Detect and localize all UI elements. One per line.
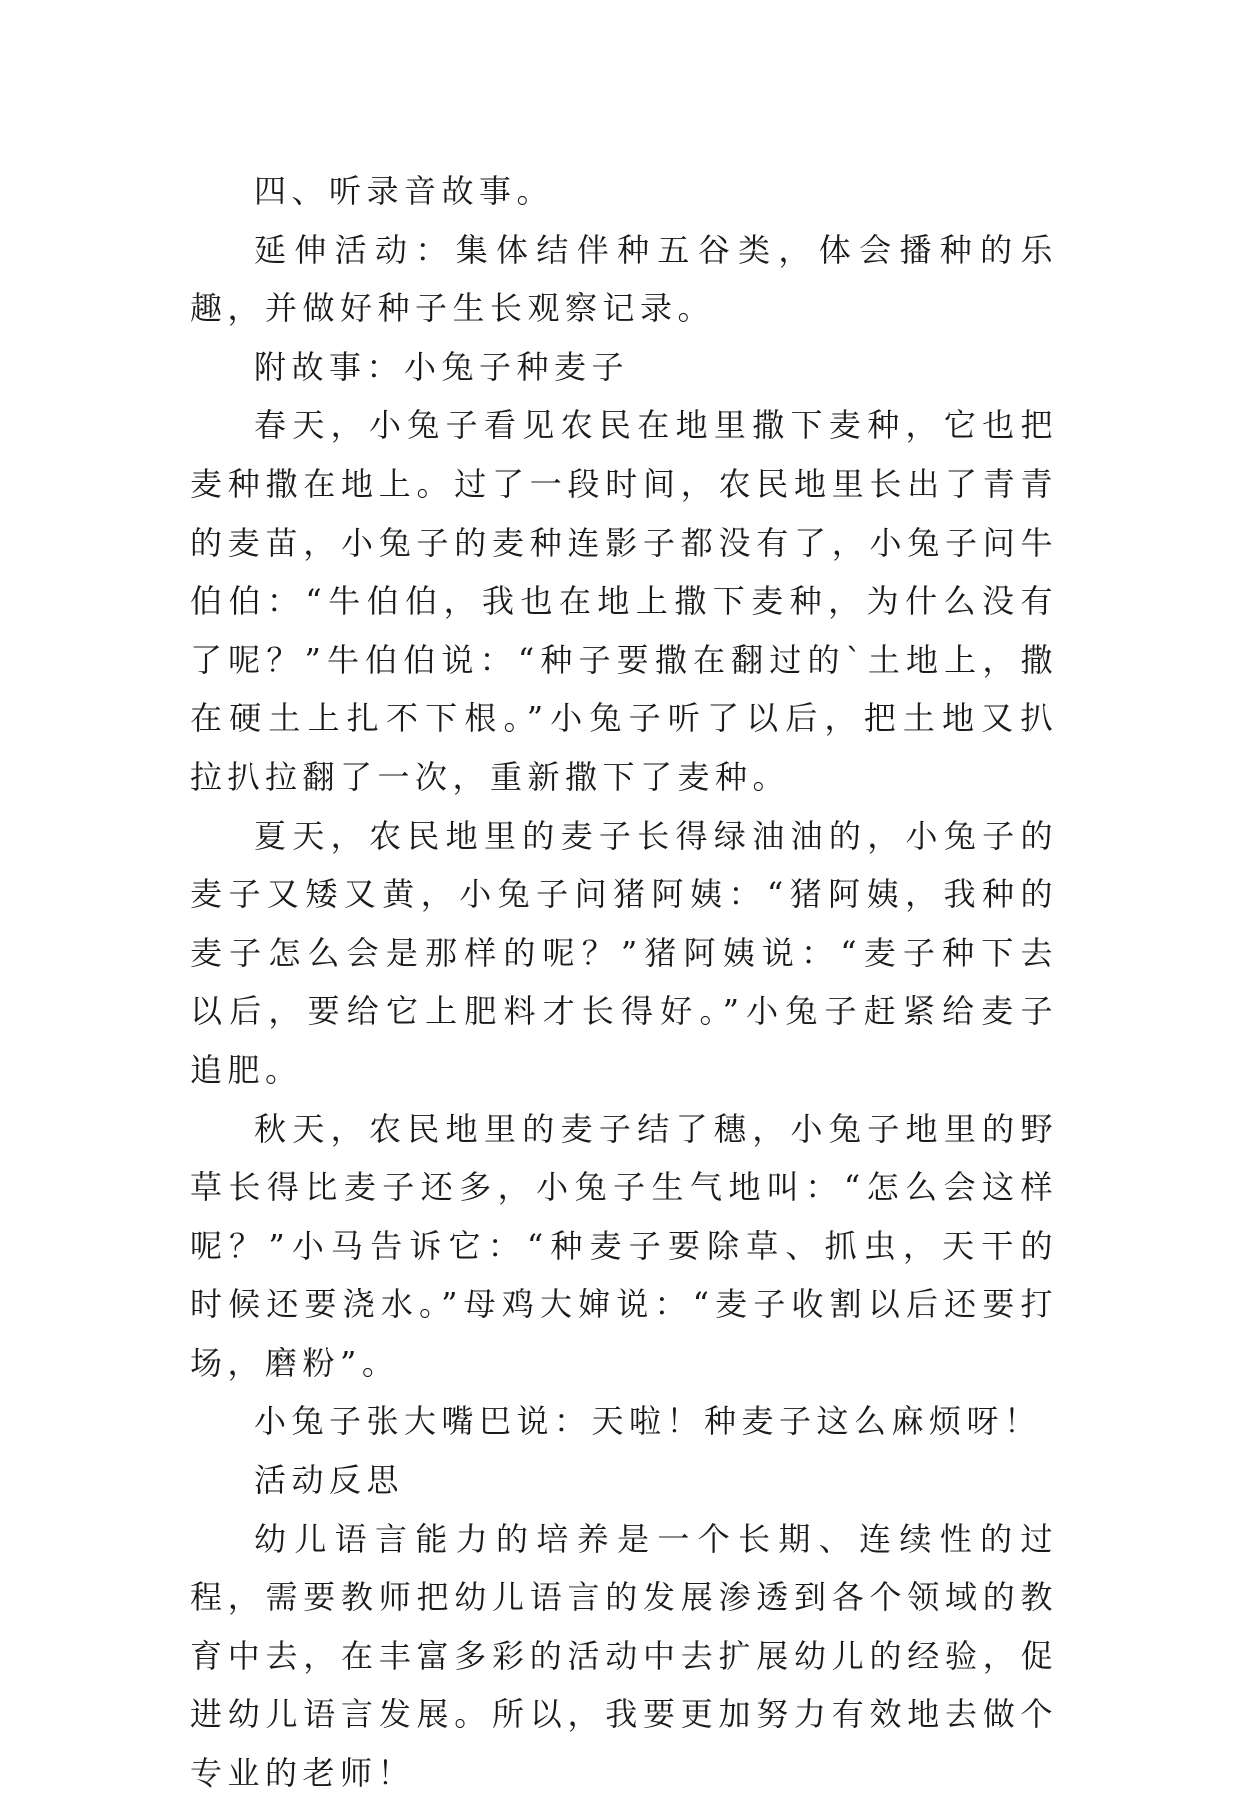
story-paragraph-summer: 夏天，农民地里的麦子长得绿油油的，小兔子的麦子又矮又黄，小兔子问猪阿姨：“猪阿姨，我种的麦子怎么会是那样的呢？”猪阿姨说：“麦子种下去以后，要给它上肥料才长得好。”小兔子赶紧给麦子追肥。 [190, 816, 1058, 1089]
document-body [190, 162, 1058, 1803]
story-paragraph-spring: 春天，小兔子看见农民在地里撒下麦种，它也把麦种撒在地上。过了一段时间，农民地里长出了青青的麦苗，小兔子的麦种连影子都没有了，小兔子问牛伯伯：“牛伯伯，我也在地上撒下麦种，为什么没有了呢？”牛伯伯说：“种子要撒在翻过的`土地上，撒在硬土上扎不下根。”小兔子听了以后，把土地又扒拉扒拉翻了一次，重新撒下了麦种。 [190, 406, 1058, 796]
story-paragraph-autumn: 秋天，农民地里的麦子结了穗，小兔子地里的野草长得比麦子还多，小兔子生气地叫：“怎么会这样呢？”小马告诉它：“种麦子要除草、抓虫，天干的时候还要浇水。”母鸡大婶说：“麦子收割以后还要打场，磨粉”。 [190, 1109, 1058, 1382]
story-paragraph-ending: 小兔子张大嘴巴说：天啦！种麦子这么麻烦呀！ [254, 1402, 1042, 1441]
reflection-heading: 活动反思 [254, 1461, 405, 1500]
reflection-paragraph: 幼儿语言能力的培养是一个长期、连续性的过程，需要教师把幼儿语言的发展渗透到各个领域的教育中去，在丰富多彩的活动中去扩展幼儿的经验，促进幼儿语言发展。所以，我要更加努力有效地去做个专业的老师！ [190, 1519, 1058, 1793]
section-heading-listen-story: 四、听录音故事。 [254, 172, 555, 210]
story-title: 附故事：小兔子种麦子 [254, 347, 630, 386]
extension-activity-paragraph: 延伸活动：集体结伴种五谷类，体会播种的乐趣，并做好种子生长观察记录。 [190, 230, 1058, 328]
